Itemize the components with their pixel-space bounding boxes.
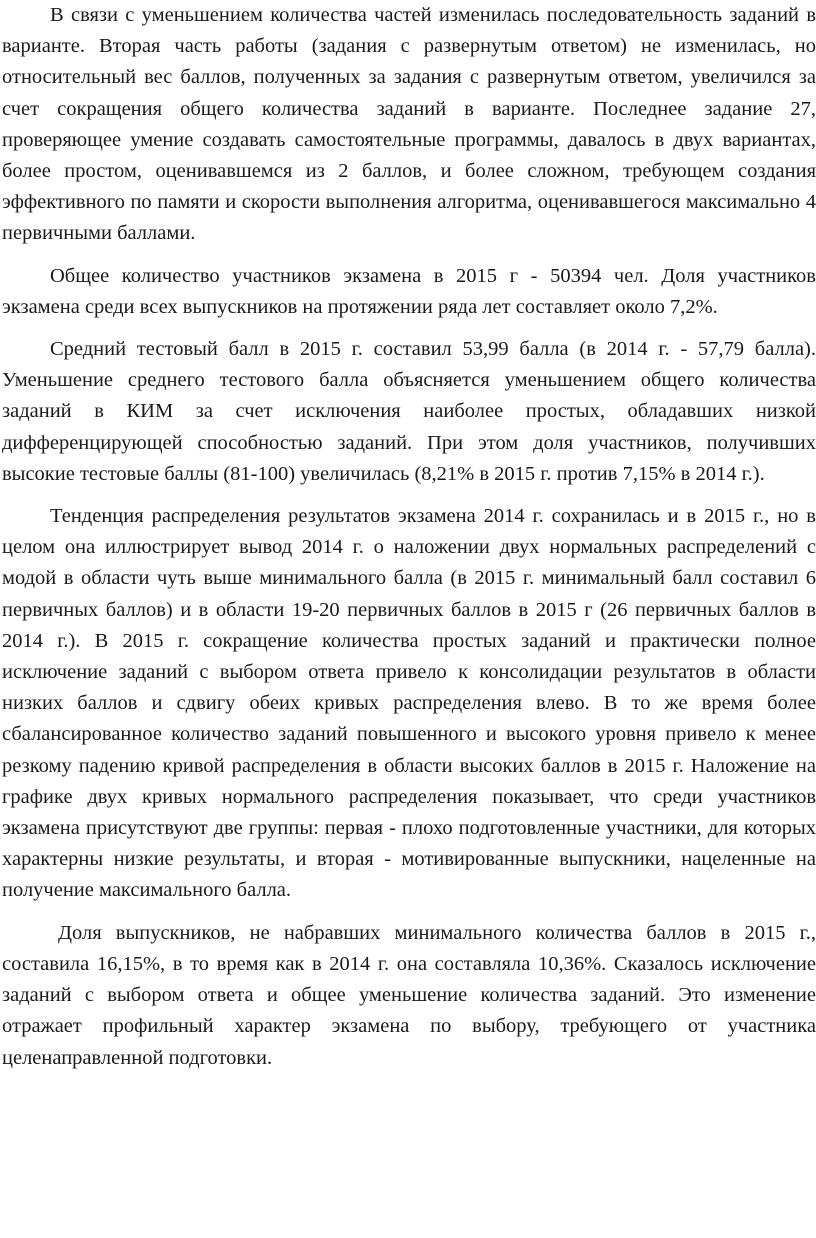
paragraph-failed-share: Доля выпускников, не набравших минимального количества баллов в 2015 г., составила 16,15%, в то время как в 2014 г. она составляла 10,36%. Сказалось исключение заданий с выбором ответа и общее уменьшение количества заданий. Это изменение отражает профильный характер экзамена по выбору, требующего от участника целенаправленной подготовки.	[2, 921, 816, 1069]
paragraph-average-score: Средний тестовый балл в 2015 г. составил 53,99 балла (в 2014 г. - 57,79 балла). Уменьшение среднего тестового балла объясняется уменьшением общего количества заданий в КИМ за счет исключения наиболее простых, обладавших низкой дифференцирующей способностью заданий. При этом доля участников, получивших высокие тестовые баллы (81-100) увеличилась (8,21% в 2015 г. против 7,15% в 2014 г.).	[2, 338, 816, 485]
document-body	[2, 0, 816, 1074]
paragraph-distribution-trend: Тенденция распределения результатов экзамена 2014 г. сохранилась и в 2015 г., но в целом она иллюстрирует вывод 2014 г. о наложении двух нормальных распределений с модой в области чуть выше минимального балла (в 2015 г. минимальный балл составил 6 первичных баллов) и в области 19-20 первичных баллов в 2015 г (26 первичных баллов в 2014 г.). В 2015 г. сокращение количества простых заданий и практически полное исключение заданий с выбором ответа привело к консолидации результатов в области низких баллов и сдвигу обеих кривых распределения влево. В то же время более сбалансированное количество заданий повышенного и высокого уровня привело к менее резкому падению кривой распределения в области высоких баллов в 2015 г. Наложение на графике двух кривых нормального распределения показывает, что среди участников экзамена присутствуют две группы: первая - плохо подготовленные участники, для которых характерны низкие результаты, и вторая - мотивированные выпускники, нацеленные на получение максимального балла.	[2, 505, 816, 902]
paragraph-task-structure: В связи с уменьшением количества частей изменилась последовательность заданий в варианте. Вторая часть работы (задания с развернутым ответом) не изменилась, но относительный вес баллов, полученных за задания с развернутым ответом, увеличился за счет сокращения общего количества заданий в варианте. Последнее задание 27, проверяющее умение создавать самостоятельные программы, давалось в двух вариантах, более простом, оценивавшемся из 2 баллов, и более сложном, требующем создания эффективного по памяти и скорости выполнения алгоритма, оценивавшегося максимально 4 первичными баллами.	[2, 4, 816, 245]
paragraph-participants: Общее количество участников экзамена в 2015 г - 50394 чел. Доля участников экзамена среди всех выпускников на протяжении ряда лет составляет около 7,2%.	[2, 264, 816, 318]
